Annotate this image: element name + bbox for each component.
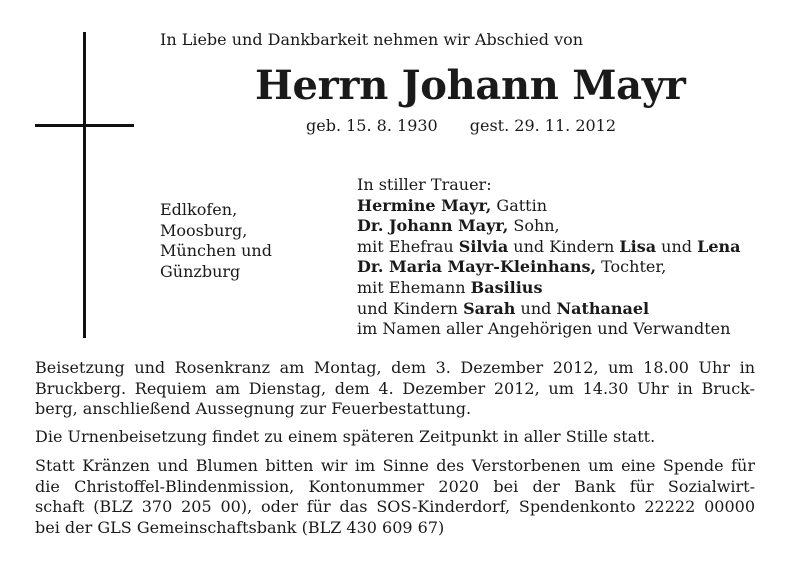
places-list — [160, 200, 272, 282]
place-item: München und — [160, 241, 272, 261]
mourner-line: Hermine Mayr, Gattin — [357, 195, 548, 215]
mourner-line: im Namen aller Angehörigen und Verwandten — [357, 319, 731, 339]
mourner-name: Dr. Johann Mayr, — [357, 216, 509, 236]
mourner-line: und Kindern Sarah und Nathanael — [357, 298, 650, 318]
mourner-line: mit Ehemann Basilius — [357, 277, 543, 297]
cross-horizontal-bar — [35, 124, 134, 127]
donation-paragraph: Statt Kränzen und Blumen bitten wir im Sinne des Verstorbenen um eine Spende für die Christoffel-Blindenmission, Kontonummer 2020 bei der Bank für Sozialwirt- schaft (BLZ 370 205 00), oder für das SOS-Kinderdorf, Spendenkonto 22222 00000 bei der GLS Gemeinschaftsbank (BLZ 430 609 67) — [35, 456, 755, 537]
cross-vertical-bar — [83, 32, 86, 338]
funeral-details-paragraph: Beisetzung und Rosenkranz am Montag, dem 3. Dezember 2012, um 18.00 Uhr in Bruckberg. Requiem am Dienstag, dem 4. Dezember 2012, um 14.30 Uhr in Bruck- berg, anschließend Aussegnung zur Feuerbestattung. — [35, 358, 755, 419]
place-item: Günzburg — [160, 261, 241, 281]
mourners-list — [357, 175, 741, 340]
place-item: Moosburg, — [160, 220, 248, 240]
place-item: Edlkofen, — [160, 200, 238, 219]
mourner-name: Dr. Maria Mayr-Kleinhans, — [357, 257, 597, 277]
life-dates — [306, 116, 616, 136]
mourner-line: Dr. Johann Mayr, Sohn, — [357, 216, 560, 236]
birth-date: geb. 15. 8. 1930 — [306, 116, 438, 135]
mourner-name: Hermine Mayr, — [357, 195, 492, 215]
mourner-line: mit Ehefrau Silvia und Kindern Lisa und Lena — [357, 236, 741, 256]
intro-line: In Liebe und Dankbarkeit nehmen wir Abschied von — [160, 30, 584, 49]
urn-burial-paragraph: Die Urnenbeisetzung findet zu einem späteren Zeitpunkt in aller Stille statt. — [35, 427, 656, 446]
deceased-name: Herrn Johann Mayr — [255, 62, 686, 109]
mourner-line: Dr. Maria Mayr-Kleinhans, Tochter, — [357, 257, 667, 277]
mourning-heading: In stiller Trauer: — [357, 175, 492, 194]
death-date: gest. 29. 11. 2012 — [469, 116, 617, 135]
